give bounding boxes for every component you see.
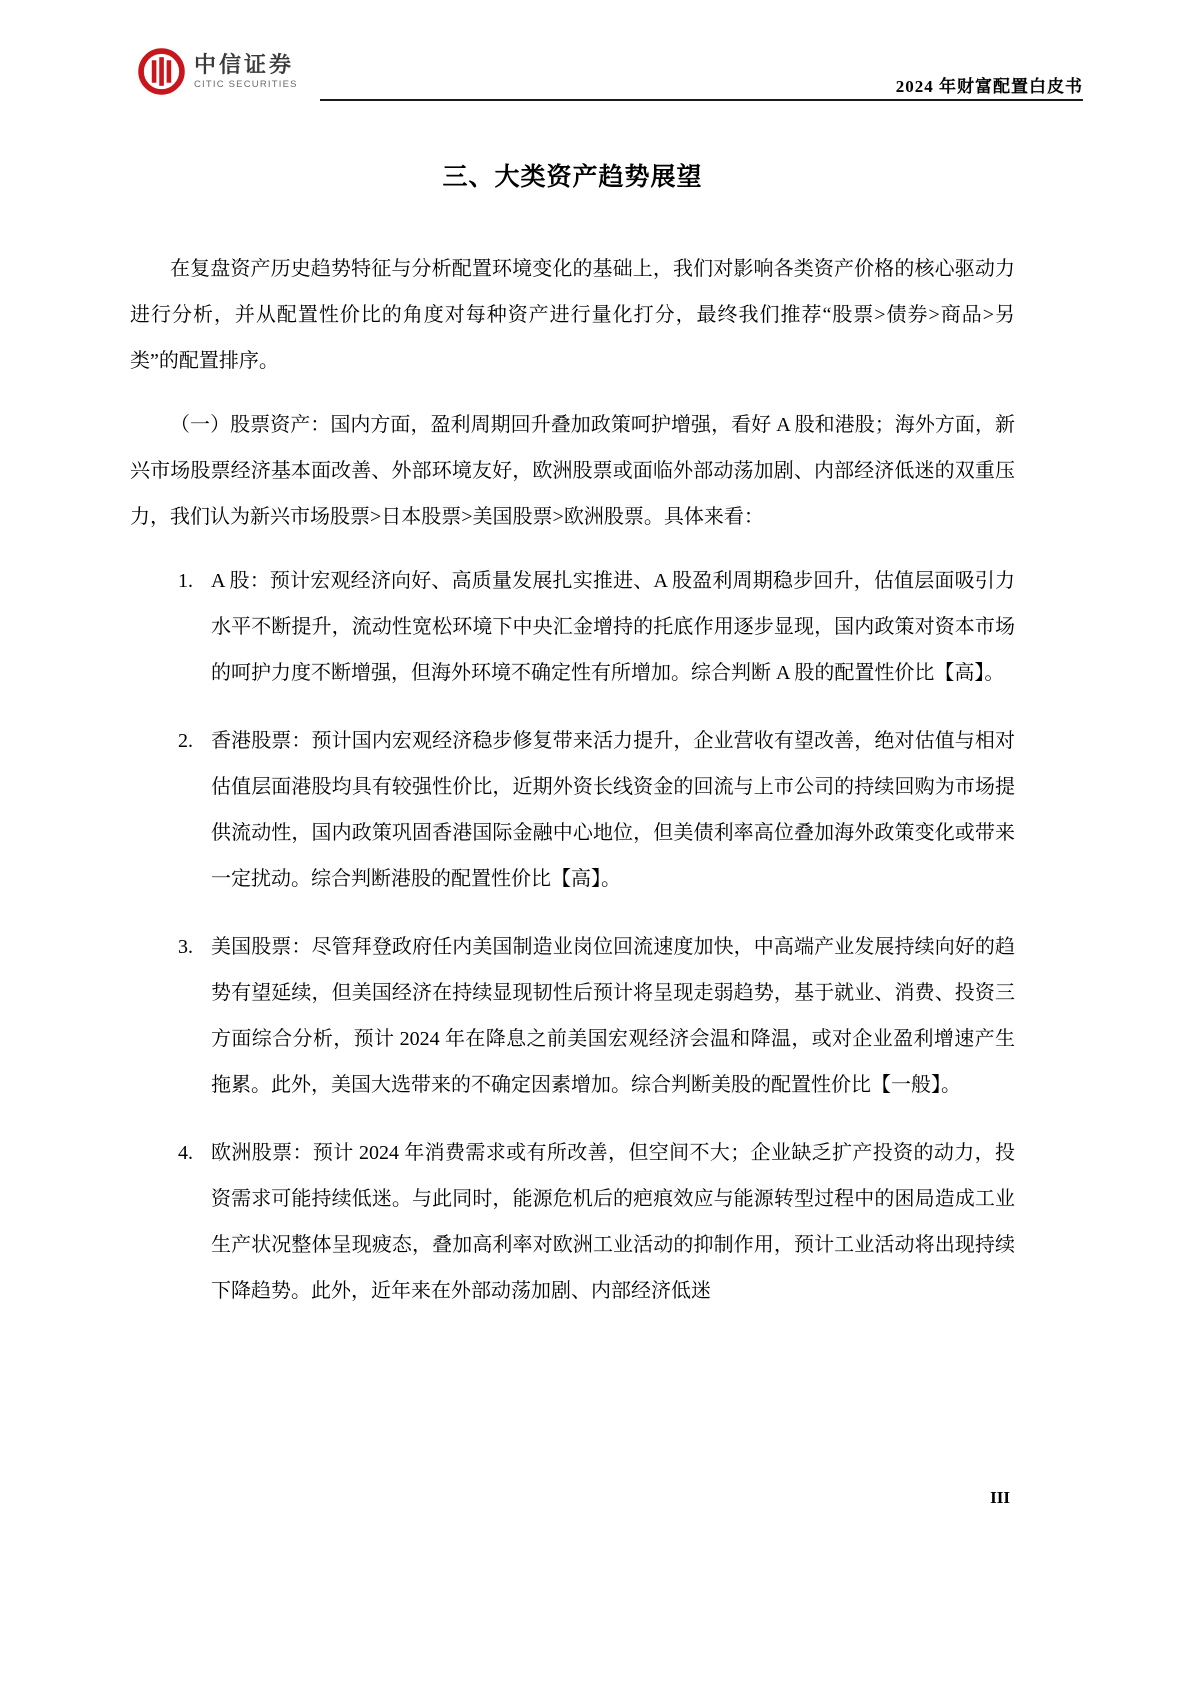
intro-paragraph: 在复盘资产历史趋势特征与分析配置环境变化的基础上，我们对影响各类资产价格的核心驱动力进行分析，并从配置性价比的角度对每种资产进行量化打分，最终我们推荐“股票>债券>商品>另类”的配置排序。: [130, 258, 1015, 372]
list-item-us-stocks: [130, 924, 1015, 1108]
logo-text: [194, 52, 298, 91]
list-item-text: A 股：预计宏观经济向好、高质量发展扎实推进、A 股盈利周期稳步回升，估值层面吸引力水平不断提升，流动性宽松环境下中央汇金增持的托底作用逐步显现，国内政策对资本市场的呵护力度不断增强，但海外环境不确定性有所增加。综合判断 A 股的配置性价比【高】。: [211, 570, 1015, 684]
citic-logo: [138, 48, 298, 95]
list-item-hk-stocks: [130, 718, 1015, 902]
citic-logo-icon: [138, 48, 185, 95]
section-title: 三、大类资产趋势展望: [442, 164, 703, 191]
page-content: [130, 160, 1015, 1314]
list-number: 4.: [178, 1142, 193, 1164]
list-item-text: 美国股票：尽管拜登政府任内美国制造业岗位回流速度加快，中高端产业发展持续向好的趋势有望延续，但美国经济在持续显现韧性后预计将呈现走弱趋势，基于就业、消费、投资三方面综合分析，预计 2024 年在降息之前美国宏观经济会温和降温，或对企业盈利增速产生拖累。此外，美国大选带来的不确定因素增加。综合判断美股的配置性价比【一般】。: [211, 936, 1015, 1096]
list-number: 1.: [178, 570, 193, 592]
list-number: 2.: [178, 730, 193, 752]
list-item-a-shares: [130, 558, 1015, 696]
list-item-text: 香港股票：预计国内宏观经济稳步修复带来活力提升，企业营收有望改善，绝对估值与相对估值层面港股均具有较强性价比，近期外资长线资金的回流与上市公司的持续回购为市场提供流动性，国内政策巩固香港国际金融中心地位，但美债利率高位叠加海外政策变化或带来一定扰动。综合判断港股的配置性价比【高】。: [211, 730, 1015, 890]
list-item-eu-stocks: [130, 1130, 1015, 1314]
header-divider: [320, 99, 1083, 101]
list-number: 3.: [178, 936, 193, 958]
stock-assets-paragraph: （一）股票资产：国内方面，盈利周期回升叠加政策呵护增强，看好 A 股和港股；海外方面，新兴市场股票经济基本面改善、外部环境友好，欧洲股票或面临外部动荡加剧、内部经济低迷的双重压力，我们认为新兴市场股票>日本股票>美国股票>欧洲股票。具体来看：: [130, 414, 1015, 528]
page-number: III: [990, 1488, 1010, 1507]
brand-name-en: CITIC SECURITIES: [194, 79, 298, 90]
list-item-text: 欧洲股票：预计 2024 年消费需求或有所改善，但空间不大；企业缺乏扩产投资的动力，投资需求可能持续低迷。与此同时，能源危机后的疤痕效应与能源转型过程中的困局造成工业生产状况整体呈现疲态，叠加高利率对欧洲工业活动的抑制作用，预计工业活动将出现持续下降趋势。此外，近年来在外部动荡加剧、内部经济低迷: [211, 1142, 1015, 1302]
brand-name-cn: 中信证券: [194, 52, 295, 77]
header-doc-title: 2024 年财富配置白皮书: [895, 77, 1083, 96]
asset-list: [130, 558, 1015, 1314]
